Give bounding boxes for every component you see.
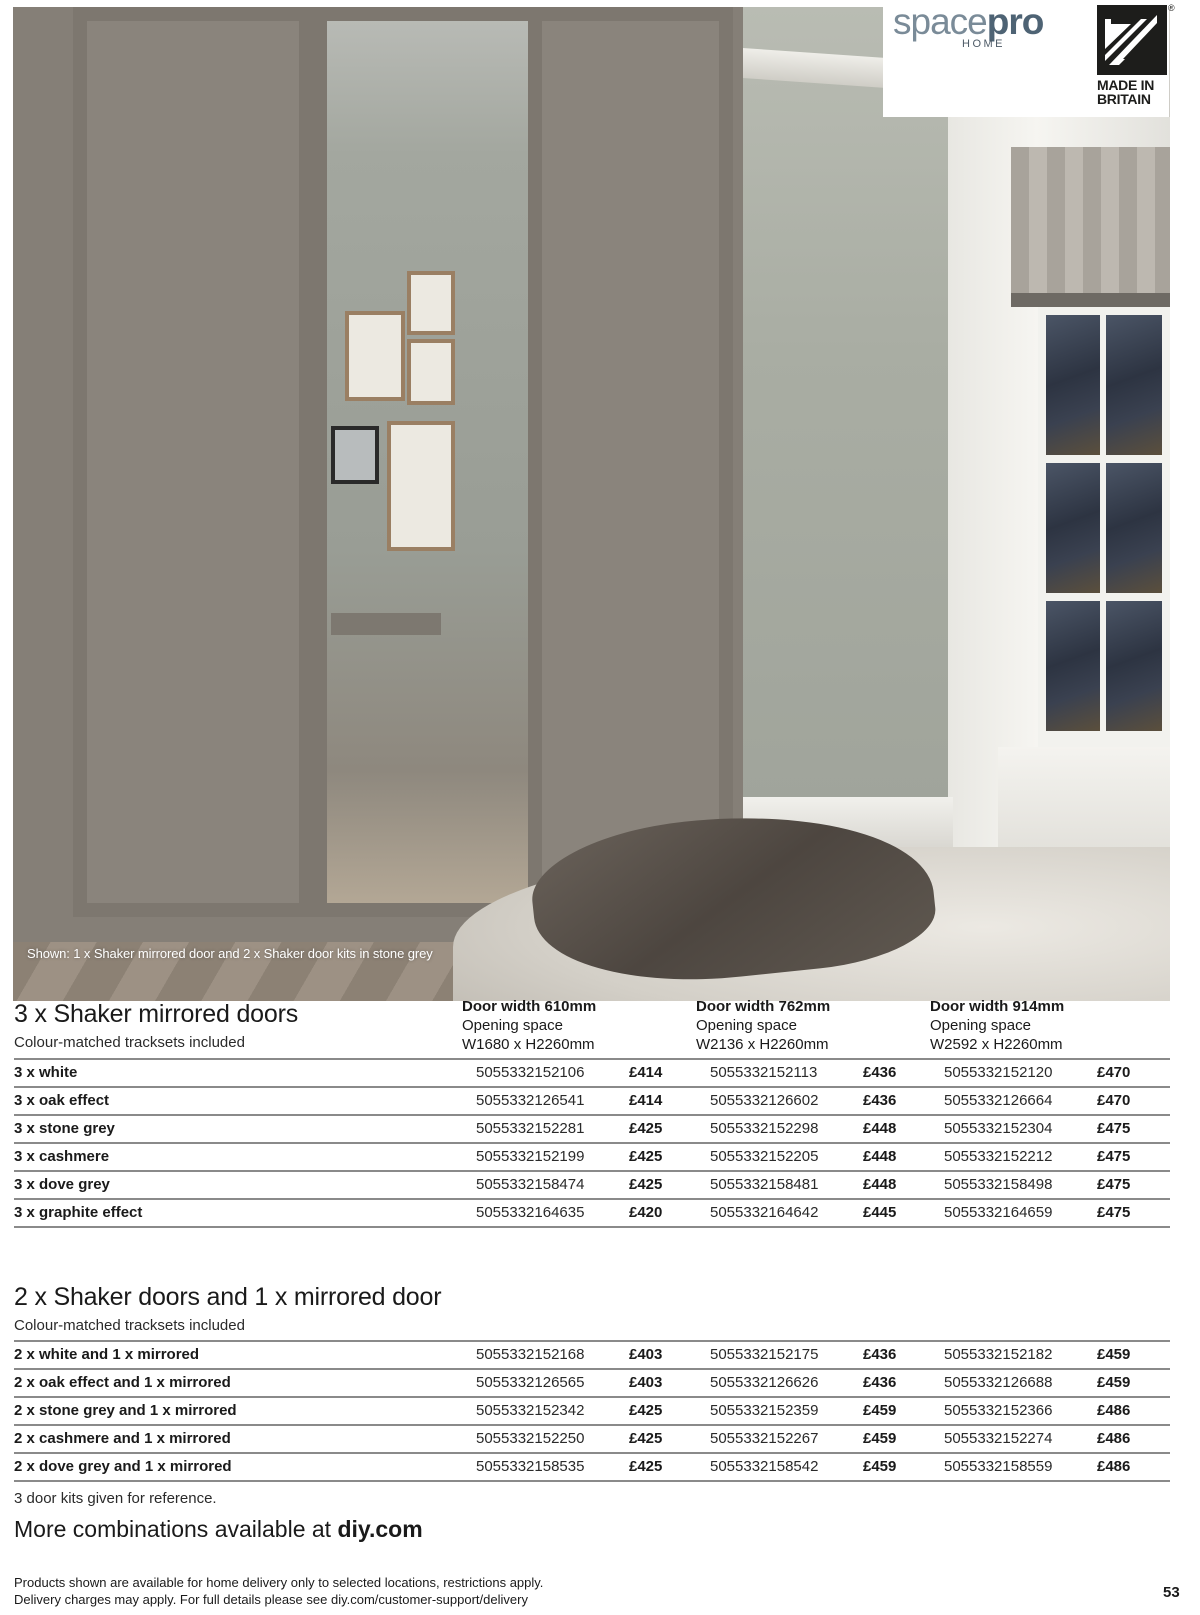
spacepro-logo: [893, 1, 1043, 43]
price: £436: [863, 1092, 897, 1109]
ean-code: 5055332152304: [944, 1120, 1053, 1137]
mirror-picture-frame: [387, 421, 455, 551]
price: £486: [1097, 1430, 1131, 1447]
price: £448: [863, 1176, 897, 1193]
diy-link[interactable]: diy.com: [337, 1516, 423, 1542]
reference-note: 3 door kits given for reference.: [14, 1490, 217, 1507]
price: £403: [629, 1374, 663, 1391]
table-row: [14, 1199, 1170, 1227]
price: £420: [629, 1204, 663, 1221]
arrow-icon: [1097, 5, 1167, 75]
photo-roman-blind: [1011, 147, 1170, 307]
ean-code: 5055332126688: [944, 1374, 1053, 1391]
ean-code: 5055332126626: [710, 1374, 819, 1391]
mirror-picture-frame: [407, 271, 455, 335]
made-in-britain-text: [1097, 78, 1169, 106]
table-row: [14, 1171, 1170, 1199]
ean-code: 5055332158535: [476, 1458, 585, 1475]
price: £425: [629, 1402, 663, 1419]
window-pane: [1046, 463, 1100, 593]
price: £436: [863, 1064, 897, 1081]
door-width-label: Door width 610mm: [462, 998, 597, 1015]
price: £486: [1097, 1402, 1131, 1419]
ean-code: 5055332158474: [476, 1176, 585, 1193]
column-header-914: [930, 997, 1064, 1054]
price: £486: [1097, 1458, 1131, 1475]
table-row: [14, 1087, 1170, 1115]
mirror-picture-frame: [407, 339, 455, 405]
more-combinations-text: More combinations available at: [14, 1516, 338, 1542]
door-width-label: Door width 762mm: [696, 998, 831, 1015]
product-label: 3 x cashmere: [14, 1148, 110, 1165]
table-row: [14, 1115, 1170, 1143]
logo-text-light: space: [893, 1, 987, 42]
ean-code: 5055332164642: [710, 1204, 819, 1221]
product-label: 2 x dove grey and 1 x mirrored: [14, 1458, 232, 1475]
price: £425: [629, 1430, 663, 1447]
price: £425: [629, 1458, 663, 1475]
shaker-door: [73, 7, 313, 917]
ean-code: 5055332126565: [476, 1374, 585, 1391]
ean-code: 5055332152113: [710, 1064, 818, 1081]
spacepro-home-label: HOME: [962, 38, 1005, 50]
window-pane: [1046, 601, 1100, 731]
table-row: [14, 1453, 1170, 1481]
product-label: 2 x oak effect and 1 x mirrored: [14, 1374, 231, 1391]
window-pane: [1106, 315, 1162, 455]
ean-code: 5055332158481: [710, 1176, 819, 1193]
product-label: 3 x white: [14, 1064, 78, 1081]
photo-wall: [743, 7, 953, 867]
product-label: 3 x graphite effect: [14, 1204, 143, 1221]
ean-code: 5055332152274: [944, 1430, 1053, 1447]
product-label: 2 x stone grey and 1 x mirrored: [14, 1402, 237, 1419]
ean-code: 5055332164635: [476, 1204, 585, 1221]
ean-code: 5055332152359: [710, 1402, 819, 1419]
opening-space-label: Opening space: [462, 1017, 563, 1034]
ean-code: 5055332152175: [710, 1346, 819, 1363]
ean-code: 5055332158559: [944, 1458, 1053, 1475]
ean-code: 5055332126602: [710, 1092, 819, 1109]
window-pane: [1106, 463, 1162, 593]
column-header-610: [462, 997, 596, 1054]
section1-subtitle: Colour-matched tracksets included: [14, 1034, 245, 1051]
ean-code: 5055332152298: [710, 1120, 819, 1137]
ean-code: 5055332158542: [710, 1458, 819, 1475]
product-label: 2 x white and 1 x mirrored: [14, 1346, 200, 1363]
ean-code: 5055332158498: [944, 1176, 1053, 1193]
door-width-label: Door width 914mm: [930, 998, 1065, 1015]
table-row: [14, 1341, 1170, 1369]
union-flag-arrow-icon: [1097, 5, 1167, 75]
ean-code: 5055332152106: [476, 1064, 585, 1081]
mirror-picture-frame: [345, 311, 405, 401]
window-pane: [1106, 601, 1162, 731]
ean-code: 5055332152342: [476, 1402, 585, 1419]
section1-title: 3 x Shaker mirrored doors: [14, 1000, 299, 1028]
made-in-britain-logo: [1097, 3, 1175, 117]
ean-code: 5055332126541: [476, 1092, 585, 1109]
price: £459: [863, 1430, 897, 1447]
ean-code: 5055332152205: [710, 1148, 819, 1165]
price: £470: [1097, 1092, 1131, 1109]
price: £436: [863, 1346, 897, 1363]
product-label: 3 x dove grey: [14, 1176, 110, 1193]
ean-code: 5055332152199: [476, 1148, 585, 1165]
photo-window: [1038, 307, 1170, 747]
price: £459: [1097, 1346, 1131, 1363]
logo-text-bold: pro: [986, 1, 1044, 42]
ean-code: 5055332152267: [710, 1430, 819, 1447]
price: £445: [863, 1204, 897, 1221]
price: £475: [1097, 1176, 1131, 1193]
opening-space-label: Opening space: [930, 1017, 1031, 1034]
mirrored-door: [313, 7, 543, 917]
column-header-762: [696, 997, 830, 1054]
legal-line: Delivery charges may apply. For full details please see diy.com/customer-support/delivery: [14, 1592, 528, 1607]
price: £470: [1097, 1064, 1131, 1081]
ean-code: 5055332152281: [476, 1120, 585, 1137]
opening-space-value: W1680 x H2260mm: [462, 1036, 595, 1053]
photo-caption: Shown: 1 x Shaker mirrored door and 2 x Shaker door kits in stone grey: [27, 946, 433, 961]
legal-text: [14, 1574, 543, 1608]
price: £459: [863, 1402, 897, 1419]
photo-wardrobe: [13, 7, 743, 942]
opening-space-value: W2136 x H2260mm: [696, 1036, 829, 1053]
table-row: [14, 1397, 1170, 1425]
price: £475: [1097, 1148, 1131, 1165]
window-pane: [1046, 315, 1100, 455]
table-row: [14, 1143, 1170, 1171]
product-label: 2 x cashmere and 1 x mirrored: [14, 1430, 231, 1447]
ean-code: 5055332126664: [944, 1092, 1053, 1109]
ean-code: 5055332152366: [944, 1402, 1053, 1419]
table-row: [14, 1369, 1170, 1397]
price: £414: [629, 1064, 663, 1081]
legal-line: Products shown are available for home delivery only to selected locations, restrictions apply.: [14, 1575, 544, 1590]
ean-code: 5055332152250: [476, 1430, 585, 1447]
price: £475: [1097, 1204, 1131, 1221]
table-row: [14, 1425, 1170, 1453]
table-row: [14, 1059, 1170, 1087]
price: £448: [863, 1148, 897, 1165]
price: £459: [1097, 1374, 1131, 1391]
section2-title: 2 x Shaker doors and 1 x mirrored door: [14, 1283, 442, 1311]
price: £475: [1097, 1120, 1131, 1137]
table-divider: [14, 1480, 1170, 1482]
more-combinations: [14, 1516, 423, 1543]
page-number: 53: [1163, 1584, 1180, 1601]
table-divider: [14, 1226, 1170, 1228]
opening-space-label: Opening space: [696, 1017, 797, 1034]
mirror-picture-frame: [331, 426, 379, 484]
mib-line2: BRITAIN: [1097, 91, 1151, 107]
price: £459: [863, 1458, 897, 1475]
shaker-door: [528, 7, 733, 917]
hero-photo: [13, 7, 1170, 1001]
opening-space-value: W2592 x H2260mm: [930, 1036, 1063, 1053]
price: £425: [629, 1148, 663, 1165]
price: £425: [629, 1176, 663, 1193]
price: £448: [863, 1120, 897, 1137]
mirror-console-table: [331, 613, 441, 635]
ean-code: 5055332164659: [944, 1204, 1053, 1221]
price: £403: [629, 1346, 663, 1363]
price: £414: [629, 1092, 663, 1109]
product-label: 3 x oak effect: [14, 1092, 110, 1109]
price: £436: [863, 1374, 897, 1391]
product-label: 3 x stone grey: [14, 1120, 115, 1137]
ean-code: 5055332152212: [944, 1148, 1053, 1165]
registered-mark: ®: [1168, 3, 1175, 13]
section2-subtitle: Colour-matched tracksets included: [14, 1317, 245, 1334]
ean-code: 5055332152168: [476, 1346, 585, 1363]
ean-code: 5055332152120: [944, 1064, 1053, 1081]
ean-code: 5055332152182: [944, 1346, 1053, 1363]
price: £425: [629, 1120, 663, 1137]
mib-line1: MADE IN: [1097, 77, 1155, 93]
